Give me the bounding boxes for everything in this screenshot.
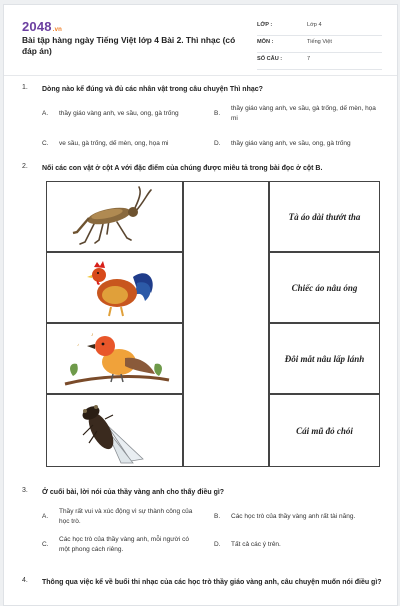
column-a-cell-1[interactable] — [46, 181, 183, 252]
site-logo[interactable]: 2048.vn — [22, 19, 63, 34]
question-text: Thông qua việc kể về buổi thi nhạc của các học trò thầy giáo vàng anh, câu chuyện muốn nói điều gì? — [42, 579, 382, 586]
svg-text:♪: ♪ — [91, 332, 94, 338]
meta-row-count: SỐ CÂU : 7 — [257, 53, 382, 70]
column-b-cell-1[interactable]: Tà áo dài thướt tha — [269, 181, 380, 252]
meta-info — [257, 19, 382, 70]
question-text: Nối các con vật ở cột A với đặc điểm của chúng được miêu tả trong bài đọc ở cột B. — [42, 165, 323, 172]
meta-row-subject: MÔN : Tiếng Việt — [257, 36, 382, 53]
oriole-bird-icon — [47, 324, 184, 395]
column-b-cell-3[interactable]: Đôi mắt nâu lấp lánh — [269, 323, 380, 394]
matching-table — [46, 181, 380, 467]
question-text: Ở cuối bài, lời nói của thầy vàng anh cho thấy điều gì? — [42, 489, 225, 496]
svg-text:♪: ♪ — [77, 342, 79, 347]
question-1: 1. Dòng nào kể đúng và đủ các nhân vật trong câu chuyện Thì nhạc? A. thầy giáo vàng anh, ve sầu, ong, gà trống B. thầy giáo vàng anh, ve sầu, gà trống, dế mèn, họa mi C. ve sầu, gà trống, dế mèn, ong, họa mi D. thầy giáo vàng anh, ve sầu, ong, gà trống — [22, 84, 382, 154]
question-text: Dòng nào kể đúng và đủ các nhân vật trong câu chuyện Thì nhạc? — [42, 86, 263, 93]
cricket-icon — [47, 182, 184, 253]
column-b-cell-4[interactable]: Cái mũ đỏ chói — [269, 394, 380, 467]
header-divider — [4, 75, 397, 76]
rooster-icon — [47, 253, 184, 324]
worksheet-page — [3, 4, 398, 606]
question-3: 3. Ở cuối bài, lời nói của thầy vàng anh cho thấy điều gì? A. Thầy rất vui và xúc động vì sự thành công của học trò. B. Các học trò của thầy vàng anh rất tài năng. C. Các học trò của thầy vàng anh, mỗi người có một phong cách riêng. D. Tất cả các ý trên. — [22, 487, 382, 557]
meta-row-grade: LỚP : Lớp 4 — [257, 19, 382, 36]
header — [22, 19, 382, 71]
cicada-icon — [47, 395, 184, 468]
column-b-cell-2[interactable]: Chiếc áo nâu óng — [269, 252, 380, 323]
column-a-cell-4[interactable] — [46, 394, 183, 467]
question-2: 2. Nối các con vật ở cột A với đặc điểm của chúng được miêu tả trong bài đọc ở cột B. — [22, 163, 382, 177]
question-4: 4. Thông qua việc kể về buổi thi nhạc của các học trò thầy giáo vàng anh, câu chuyện muốn nói điều gì? — [22, 577, 382, 586]
matching-space[interactable] — [183, 181, 269, 467]
column-a-cell-3[interactable] — [46, 323, 183, 394]
column-a-cell-2[interactable] — [46, 252, 183, 323]
page-title: Bài tập hàng ngày Tiếng Việt lớp 4 Bài 2. Thì nhạc (có đáp án) — [22, 35, 236, 56]
